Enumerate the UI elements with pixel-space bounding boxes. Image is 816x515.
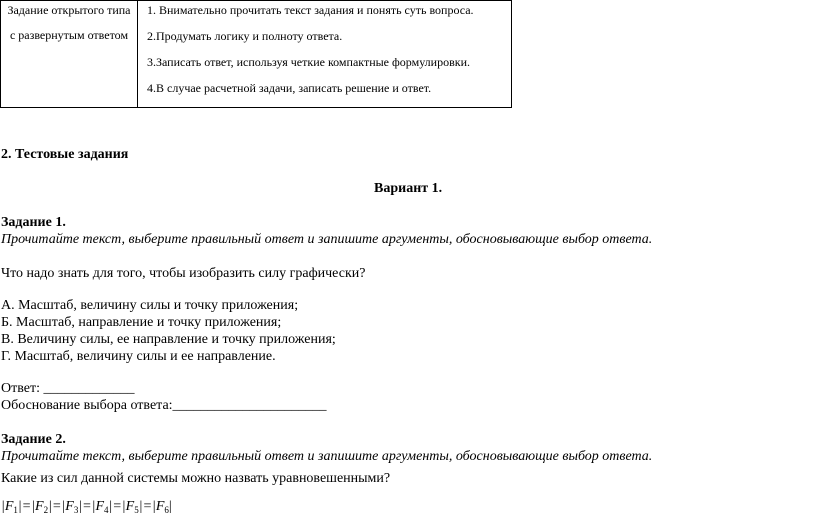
formula-sub-5: 5 [134,505,139,515]
formula-sub-4: 4 [104,505,109,515]
task1-option-c: В. Величину силы, ее направление и точку приложения; [1,332,336,347]
task1-answer-line: Ответ: _____________ [1,381,135,396]
task2-forces-formula [1,499,172,515]
formula-sep-5: |=|F [138,499,165,514]
instructions-table [0,0,512,108]
formula-sub-1: 1 [13,505,18,515]
formula-sep-2: |=|F [48,499,74,514]
step-4: 4.В случае расчетной задачи, записать решение и ответ. [147,81,432,95]
formula-prefix: |F [1,499,14,514]
step-1: 1. Внимательно прочитать текст задания и понять суть вопроса. [147,3,474,17]
task1-question: Что надо знать для того, чтобы изобразить силу графически? [1,266,366,281]
task2-instruction: Прочитайте текст, выберите правильный ответ и запишите аргументы, обосновывающие выбор ответа. [1,449,653,464]
steps-cell [138,1,511,107]
formula-sub-6: 6 [164,505,169,515]
task2-question: Какие из сил данной системы можно назвать уравновешенными? [1,471,391,486]
formula-sub-2: 2 [43,505,49,515]
formula-sep-4: |=|F [108,499,135,514]
task1-option-a: А. Масштаб, величину силы и точку приложения; [1,298,299,313]
variant-title: Вариант 1. [374,181,443,196]
task2-title: Задание 2. [1,432,66,447]
step-2: 2.Продумать логику и полноту ответа. [147,29,343,43]
formula-suffix: | [168,499,172,514]
task1-instruction: Прочитайте текст, выберите правильный ответ и запишите аргументы, обосновывающие выбор ответа. [1,232,653,247]
formula-sub-3: 3 [73,505,79,515]
formula-sep-3: |=|F [78,499,105,514]
task1-option-b: Б. Масштаб, направление и точку приложения; [1,315,282,330]
task1-justification-line: Обоснование выбора ответа:______________________ [1,398,327,413]
task-type-cell [1,1,138,107]
task1-title: Задание 1. [1,215,66,230]
section-title: 2. Тестовые задания [1,147,129,162]
formula-sep-1: |=|F [17,499,44,514]
task-type-line-1: Задание открытого типа [7,3,131,17]
task-type-line-2: с развернутым ответом [9,28,129,42]
step-3: 3.Записать ответ, используя четкие компактные формулировки. [147,55,470,69]
task1-option-d: Г. Масштаб, величину силы и ее направление. [1,349,276,364]
